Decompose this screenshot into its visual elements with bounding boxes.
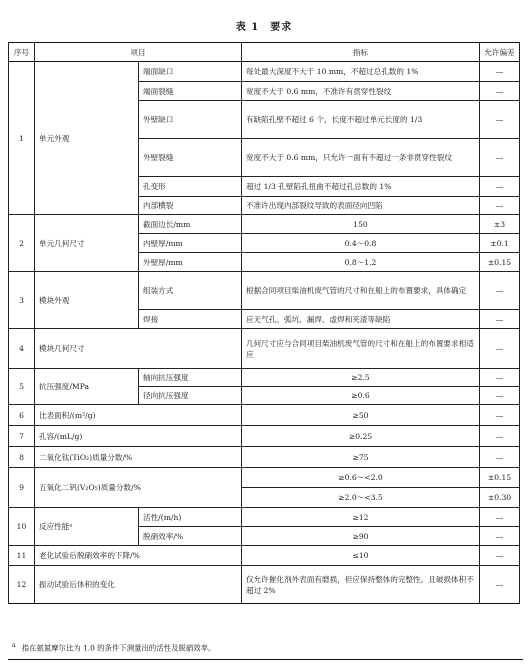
footnote-text: 指在氨氮摩尔比为 1.0 的条件下测量出的活性及脱硝效率。 bbox=[21, 643, 216, 653]
item-name: 老化试验后脱硝效率的下降/% bbox=[35, 546, 242, 566]
spec-cell: ≥0.6～<2.0 bbox=[242, 468, 480, 488]
requirements-table bbox=[8, 42, 520, 604]
row-number: 12 bbox=[9, 566, 35, 604]
table-row bbox=[9, 546, 520, 566]
sub-item-name: 截面边长/mm bbox=[139, 215, 242, 234]
row-number: 11 bbox=[9, 546, 35, 566]
sub-item-name: 轴向抗压强度 bbox=[139, 369, 242, 387]
tolerance-cell: ±0.30 bbox=[480, 488, 520, 508]
table-row bbox=[9, 369, 520, 387]
spec-cell: ≥0.6 bbox=[242, 387, 480, 405]
spec-cell: ≥90 bbox=[242, 527, 480, 546]
spec-cell: 几何尺寸应与合同项目柴油机废气管的尺寸和在船上的布置要求相适应 bbox=[242, 329, 480, 369]
sub-item-name: 外壁缺口 bbox=[139, 101, 242, 139]
header-spec: 指标 bbox=[242, 43, 480, 62]
spec-cell: 超过 1/3 孔壁陷孔扭曲不超过孔总数的 1% bbox=[242, 177, 480, 197]
tolerance-cell: — bbox=[480, 310, 520, 329]
spec-cell: 仅允许催化剂外表面有磨损，但应保持整体的完整性，且破损体积不超过 2% bbox=[242, 566, 480, 604]
sub-item-name: 焊接 bbox=[139, 310, 242, 329]
table-row bbox=[9, 272, 520, 310]
item-name: 模块几何尺寸 bbox=[35, 329, 242, 369]
table-row bbox=[9, 215, 520, 234]
table-header-row bbox=[9, 43, 520, 62]
header-tolerance: 允许偏差 bbox=[480, 43, 520, 62]
tolerance-cell: — bbox=[480, 566, 520, 604]
sub-item-name: 端面缺口 bbox=[139, 62, 242, 82]
tolerance-cell: — bbox=[480, 197, 520, 215]
sub-item-name: 脱硝效率/% bbox=[139, 527, 242, 546]
sub-item-name: 孔变形 bbox=[139, 177, 242, 197]
item-name: 二氧化钛(TiO₂)质量分数/% bbox=[35, 447, 242, 468]
spec-cell: ≥75 bbox=[242, 447, 480, 468]
header-no: 序号 bbox=[9, 43, 35, 62]
spec-cell: 0.8～1.2 bbox=[242, 253, 480, 272]
item-name: 反应性能ᵃ bbox=[35, 508, 139, 546]
table-row bbox=[9, 329, 520, 369]
tolerance-cell: — bbox=[480, 101, 520, 139]
table-footnote bbox=[8, 640, 523, 660]
spec-cell: 0.4～0.8 bbox=[242, 234, 480, 253]
table-row bbox=[9, 508, 520, 527]
table-row bbox=[9, 566, 520, 604]
sub-item-name: 组装方式 bbox=[139, 272, 242, 310]
table-row bbox=[9, 468, 520, 488]
row-number: 1 bbox=[9, 62, 35, 215]
tolerance-cell: — bbox=[480, 527, 520, 546]
item-name: 单元几何尺寸 bbox=[35, 215, 139, 272]
row-number: 5 bbox=[9, 369, 35, 405]
spec-cell: ≥2.0～<3.5 bbox=[242, 488, 480, 508]
item-name: 孔容/(mL/g) bbox=[35, 426, 242, 447]
row-number: 2 bbox=[9, 215, 35, 272]
table-row bbox=[9, 447, 520, 468]
spec-cell: ≥0.25 bbox=[242, 426, 480, 447]
spec-cell: 宽度不大于 0.6 mm，不准许有贯穿性裂纹 bbox=[242, 82, 480, 101]
spec-cell: 有缺陷孔壁不超过 6 个，长度不超过单元长度的 1/3 bbox=[242, 101, 480, 139]
tolerance-cell: — bbox=[480, 387, 520, 405]
spec-cell: 150 bbox=[242, 215, 480, 234]
tolerance-cell: ±3 bbox=[480, 215, 520, 234]
item-name: 振动试验后体积的变化 bbox=[35, 566, 242, 604]
spec-cell: 每处最大深度不大于 10 mm，不超过总孔数的 1% bbox=[242, 62, 480, 82]
tolerance-cell: ±0.15 bbox=[480, 253, 520, 272]
item-name: 比表面积/(m²/g) bbox=[35, 405, 242, 426]
tolerance-cell: — bbox=[480, 62, 520, 82]
sub-item-name: 端面裂缝 bbox=[139, 82, 242, 101]
spec-cell: 应无气孔、弧坑、漏焊、虚焊和夹渣等缺陷 bbox=[242, 310, 480, 329]
tolerance-cell: — bbox=[480, 546, 520, 566]
row-number: 10 bbox=[9, 508, 35, 546]
spec-cell: 宽度不大于 0.6 mm，只允许一面有不超过一条非贯穿性裂纹 bbox=[242, 139, 480, 177]
item-name: 模块外观 bbox=[35, 272, 139, 329]
sub-item-name: 外壁裂缝 bbox=[139, 139, 242, 177]
header-item: 项目 bbox=[35, 43, 242, 62]
spec-cell: ≥2.5 bbox=[242, 369, 480, 387]
item-name: 五氧化二钒(V₂O₅)质量分数/% bbox=[35, 468, 242, 508]
tolerance-cell: — bbox=[480, 82, 520, 101]
tolerance-cell: — bbox=[480, 139, 520, 177]
table-row bbox=[9, 426, 520, 447]
row-number: 6 bbox=[9, 405, 35, 426]
table-row bbox=[9, 62, 520, 82]
tolerance-cell: — bbox=[480, 329, 520, 369]
tolerance-cell: — bbox=[480, 405, 520, 426]
tolerance-cell: — bbox=[480, 369, 520, 387]
spec-cell: ≤10 bbox=[242, 546, 480, 566]
tolerance-cell: — bbox=[480, 177, 520, 197]
sub-item-name: 外壁厚/mm bbox=[139, 253, 242, 272]
spec-cell: ≥12 bbox=[242, 508, 480, 527]
spec-cell: ≥50 bbox=[242, 405, 480, 426]
table-row bbox=[9, 405, 520, 426]
item-name: 单元外观 bbox=[35, 62, 139, 215]
row-number: 8 bbox=[9, 447, 35, 468]
tolerance-cell: ±0.1 bbox=[480, 234, 520, 253]
sub-item-name: 内壁厚/mm bbox=[139, 234, 242, 253]
tolerance-cell: — bbox=[480, 272, 520, 310]
spec-cell: 不准许出现内部裂纹导致的表面径向凹陷 bbox=[242, 197, 480, 215]
table-title: 表 1 要求 bbox=[235, 22, 293, 33]
tolerance-cell: — bbox=[480, 508, 520, 527]
row-number: 3 bbox=[9, 272, 35, 329]
item-name: 抗压强度/MPa bbox=[35, 369, 139, 405]
footnote-mark: a bbox=[12, 642, 16, 649]
tolerance-cell: ±0.15 bbox=[480, 468, 520, 488]
spec-cell: 根据合同项目柴油机废气管的尺寸和在船上的布置要求，具体确定 bbox=[242, 272, 480, 310]
row-number: 9 bbox=[9, 468, 35, 508]
sub-item-name: 内部横裂 bbox=[139, 197, 242, 215]
row-number: 7 bbox=[9, 426, 35, 447]
sub-item-name: 径向抗压强度 bbox=[139, 387, 242, 405]
tolerance-cell: — bbox=[480, 447, 520, 468]
sub-item-name: 活性/(m/h) bbox=[139, 508, 242, 527]
row-number: 4 bbox=[9, 329, 35, 369]
tolerance-cell: — bbox=[480, 426, 520, 447]
